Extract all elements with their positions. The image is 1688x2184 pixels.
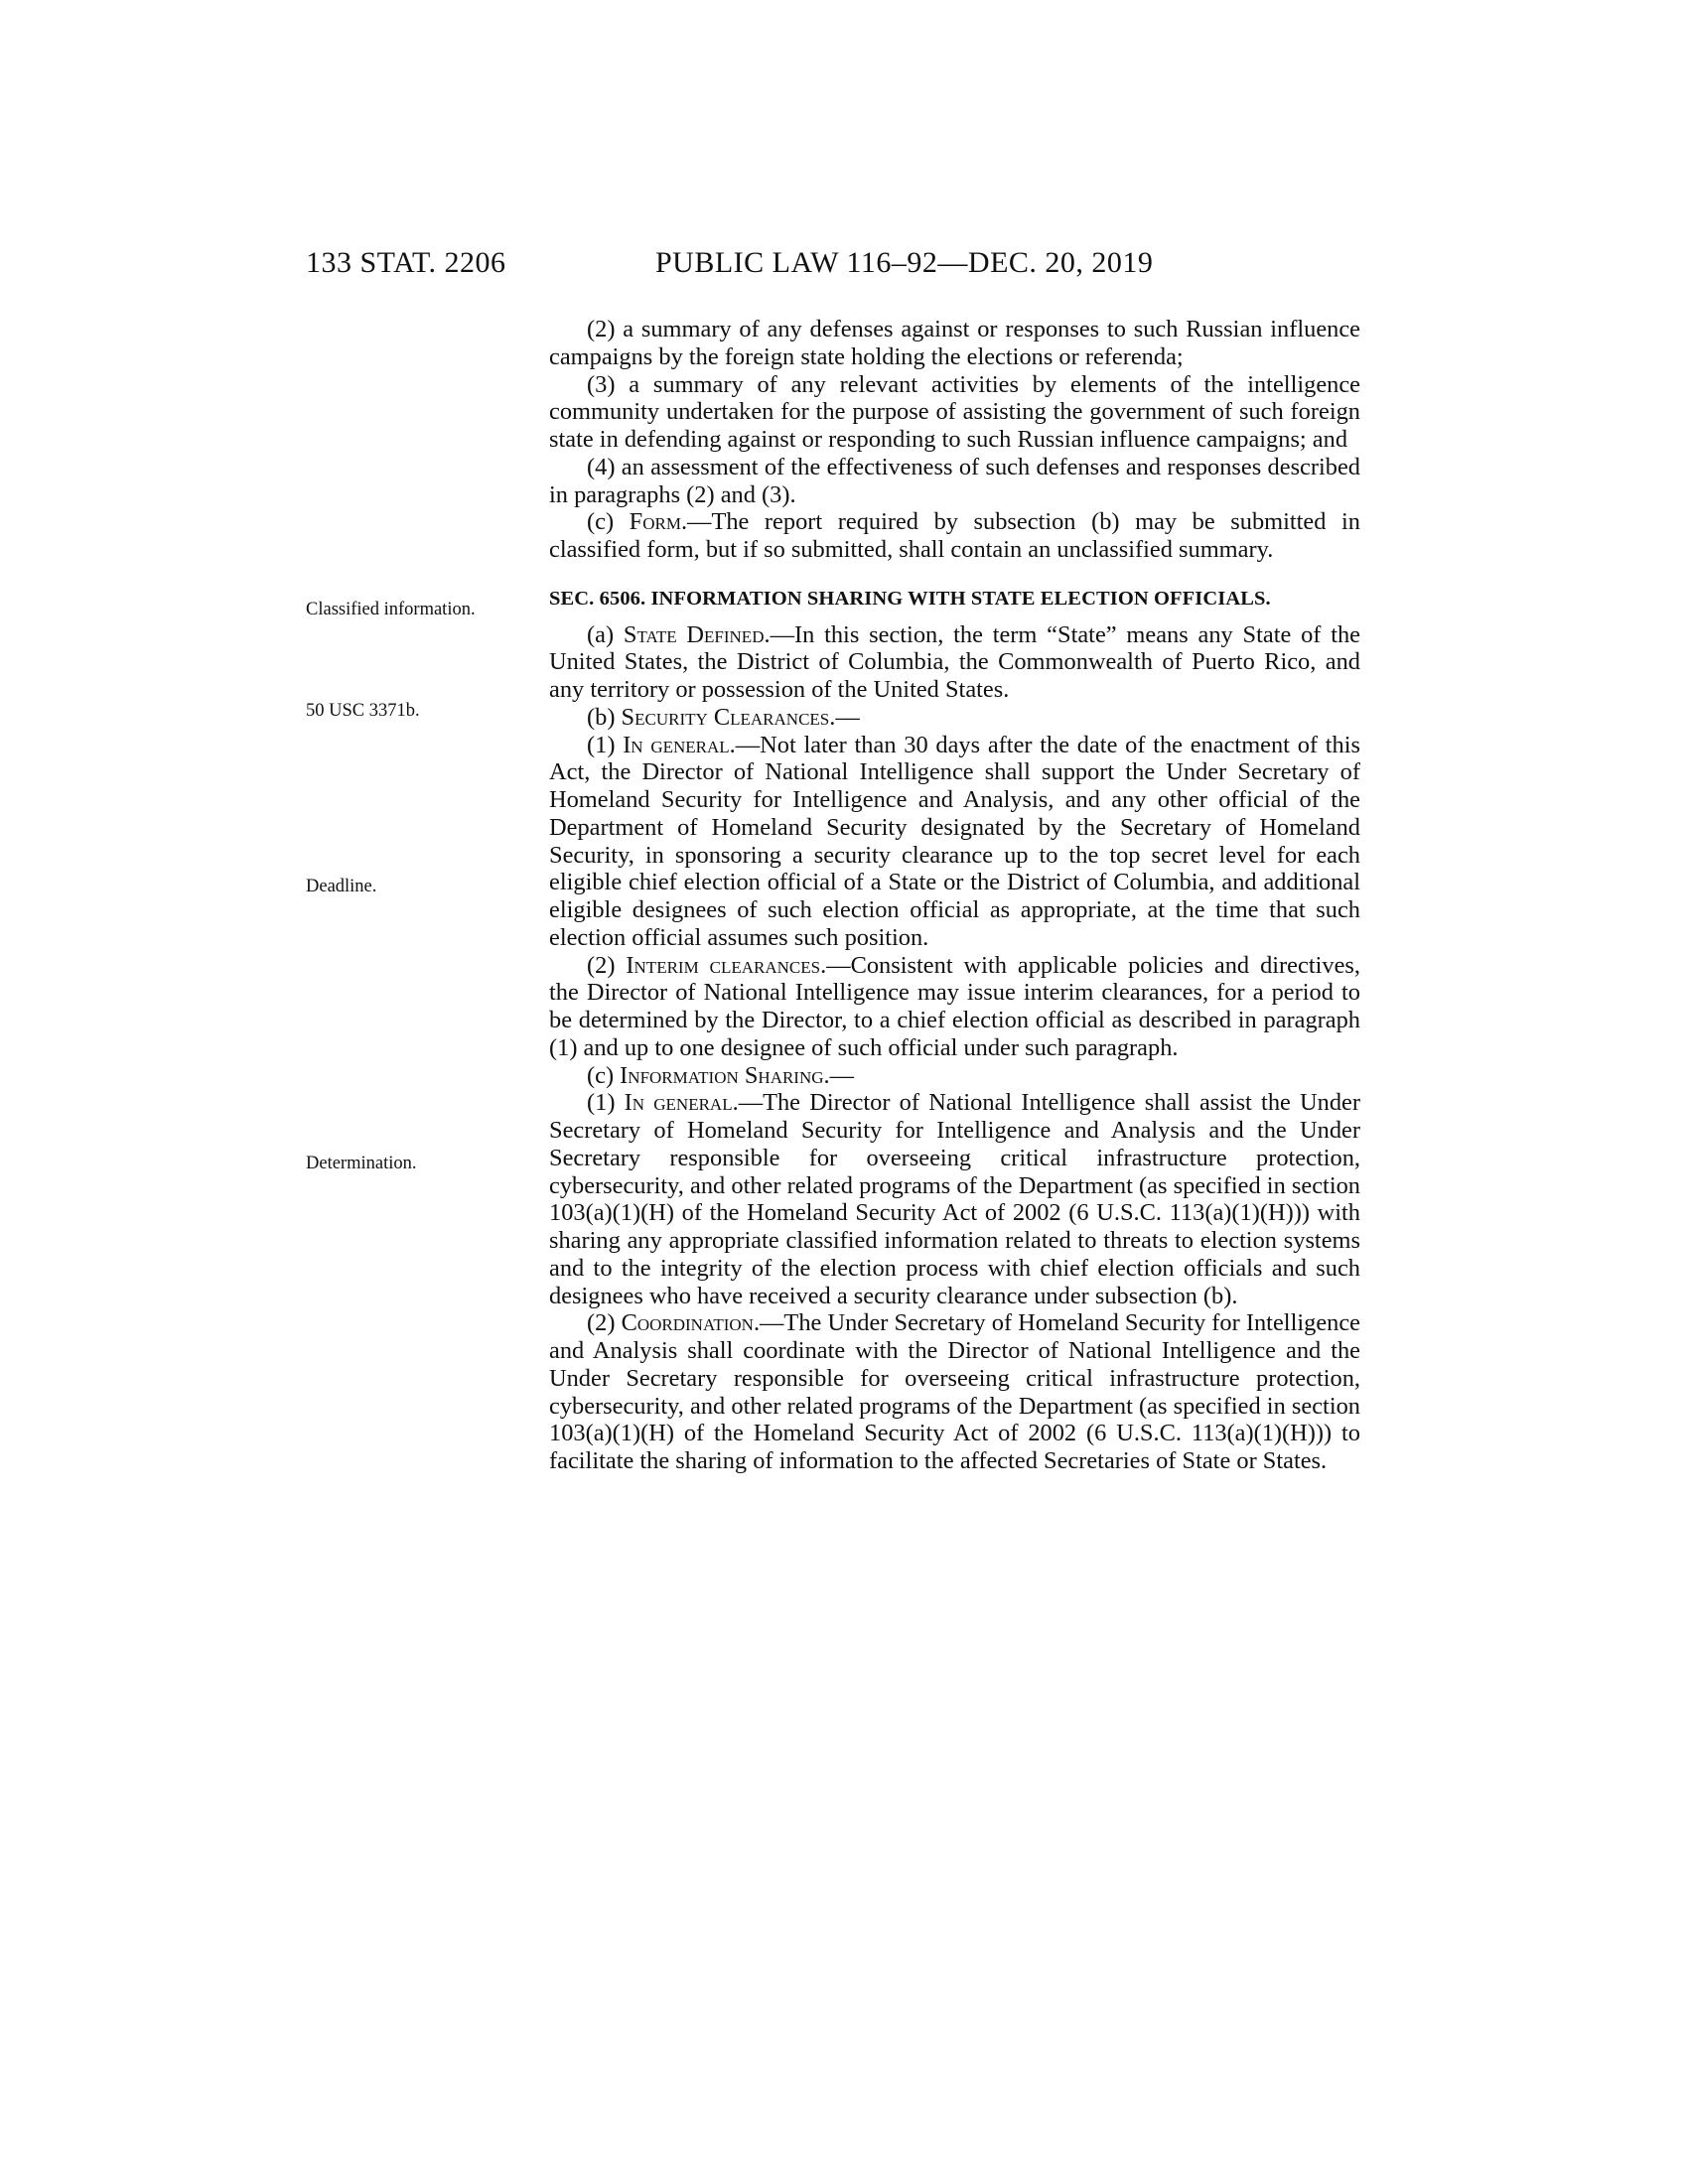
paragraph-4: (4) an assessment of the effectiveness of such defenses and responses described in paragraphs (2) and (3).: [549, 453, 1360, 508]
public-law-title: PUBLIC LAW 116–92—DEC. 20, 2019: [655, 246, 1154, 279]
paragraph-b2-prefix: (2): [587, 951, 627, 979]
paragraph-2: (2) a summary of any defenses against or responses to such Russian influence campaigns by the foreign state holding the elections or referenda;: [549, 316, 1360, 370]
subsection-b-security-clearances: [549, 704, 1360, 732]
paragraph-c1-in-general: [549, 1089, 1360, 1309]
paragraph-c1-heading: In general: [624, 1089, 733, 1117]
subsection-cc-prefix: (c): [587, 1061, 621, 1089]
paragraph-c2-body: .—The Under Secretary of Homeland Security for Intelligence and Analysis shall coordinate with the Director of National Intelligence and the Under Secretary responsible for overseeing critical infrastructure protection, cybersecurity, and other related programs of the Department (as specified in section 103(a)(1)(H) of the Homeland Security Act of 2002 (6 U.S.C. 113(a)(1)(H))) to facilitate the sharing of information to the affected Secretaries of State or States.: [549, 1309, 1360, 1474]
subsection-cc-heading: Information Sharing: [620, 1061, 824, 1089]
paragraph-b1-in-general: [549, 732, 1360, 952]
subsection-c-heading: Form: [629, 508, 681, 536]
paragraph-c1-body: .—The Director of National Intelligence shall assist the Under Secretary of Homeland Security for Intelligence and Analysis and the Under Secretary responsible for overseeing critical infrastructure protection, cybersecurity, and other related programs of the Department (as specified in section 103(a)(1)(H) of the Homeland Security Act of 2002 (6 U.S.C. 113(a)(1)(H))) with sharing any appropriate classified information related to threats to election systems and to the integrity of the election process with chief election officials and such designees who have received a security clearance under subsection (b).: [549, 1089, 1360, 1309]
paragraph-c2-heading: Coordination: [621, 1309, 754, 1337]
paragraph-c2-prefix: (2): [587, 1309, 622, 1337]
subsection-a-body: .—In this section, the term “State” means any State of the United States, the District of Columbia, the Commonwealth of Puerto Rico, and any territory or possession of the United States.: [549, 620, 1360, 703]
section-heading: SEC. 6506. INFORMATION SHARING WITH STATE ELECTION OFFICIALS.: [549, 587, 1271, 610]
paragraph-3: (3) a summary of any relevant activities by elements of the intelligence community undertaken for the purpose of assisting the government of such foreign state in defending against or responding to such Russian influence campaigns; and: [549, 370, 1360, 453]
subsection-c-form: [549, 508, 1360, 564]
paragraph-b2-heading: Interim clearances: [626, 951, 821, 979]
subsection-b-prefix: (b): [587, 703, 622, 731]
statute-page-number: 133 STAT. 2206: [306, 246, 506, 279]
paragraph-c1-prefix: (1): [587, 1089, 625, 1117]
subsection-cc-dash: .—: [823, 1061, 855, 1089]
subsection-b-dash: .—: [829, 703, 860, 731]
paragraph-b1-heading: In general: [623, 731, 730, 758]
margin-note-determination: Determination.: [306, 1154, 417, 1173]
margin-note-usc: 50 USC 3371b.: [306, 701, 420, 721]
subsection-a-state-defined: [549, 621, 1360, 704]
document-body: [549, 316, 1360, 1475]
subsection-c-prefix: (c): [587, 508, 630, 536]
subsection-a-prefix: (a): [587, 620, 624, 648]
margin-note-classified: Classified information.: [306, 600, 476, 619]
subsection-b-heading: Security Clearances: [621, 703, 830, 731]
paragraph-b2-interim-clearances: [549, 952, 1360, 1062]
paragraph-b1-prefix: (1): [587, 731, 624, 758]
subsection-c-information-sharing: [549, 1062, 1360, 1090]
paragraph-b2-body: .—Consistent with applicable policies and directives, the Director of National Intelligence may issue interim clearances, for a period to be determined by the Director, to a chief election official as described in paragraph (1) and up to one designee of such official under such paragraph.: [549, 951, 1360, 1061]
paragraph-b1-body: .—Not later than 30 days after the date of the enactment of this Act, the Director of National Intelligence shall support the Under Secretary of Homeland Security for Intelligence and Analysis, and any other official of the Department of Homeland Security designated by the Secretary of Homeland Security, in sponsoring a security clearance up to the top secret level for each eligible chief election official of a State or the District of Columbia, and additional eligible designees of such election official as appropriate, at the time that such election official assumes such position.: [549, 731, 1360, 951]
paragraph-c2-coordination: [549, 1309, 1360, 1475]
margin-note-deadline: Deadline.: [306, 877, 377, 896]
subsection-c-body: .—The report required by subsection (b) may be submitted in classified form, but if so submitted, shall contain an unclassified summary.: [549, 508, 1361, 563]
page-header: [0, 246, 1688, 286]
subsection-a-heading: State Defined: [623, 620, 765, 648]
